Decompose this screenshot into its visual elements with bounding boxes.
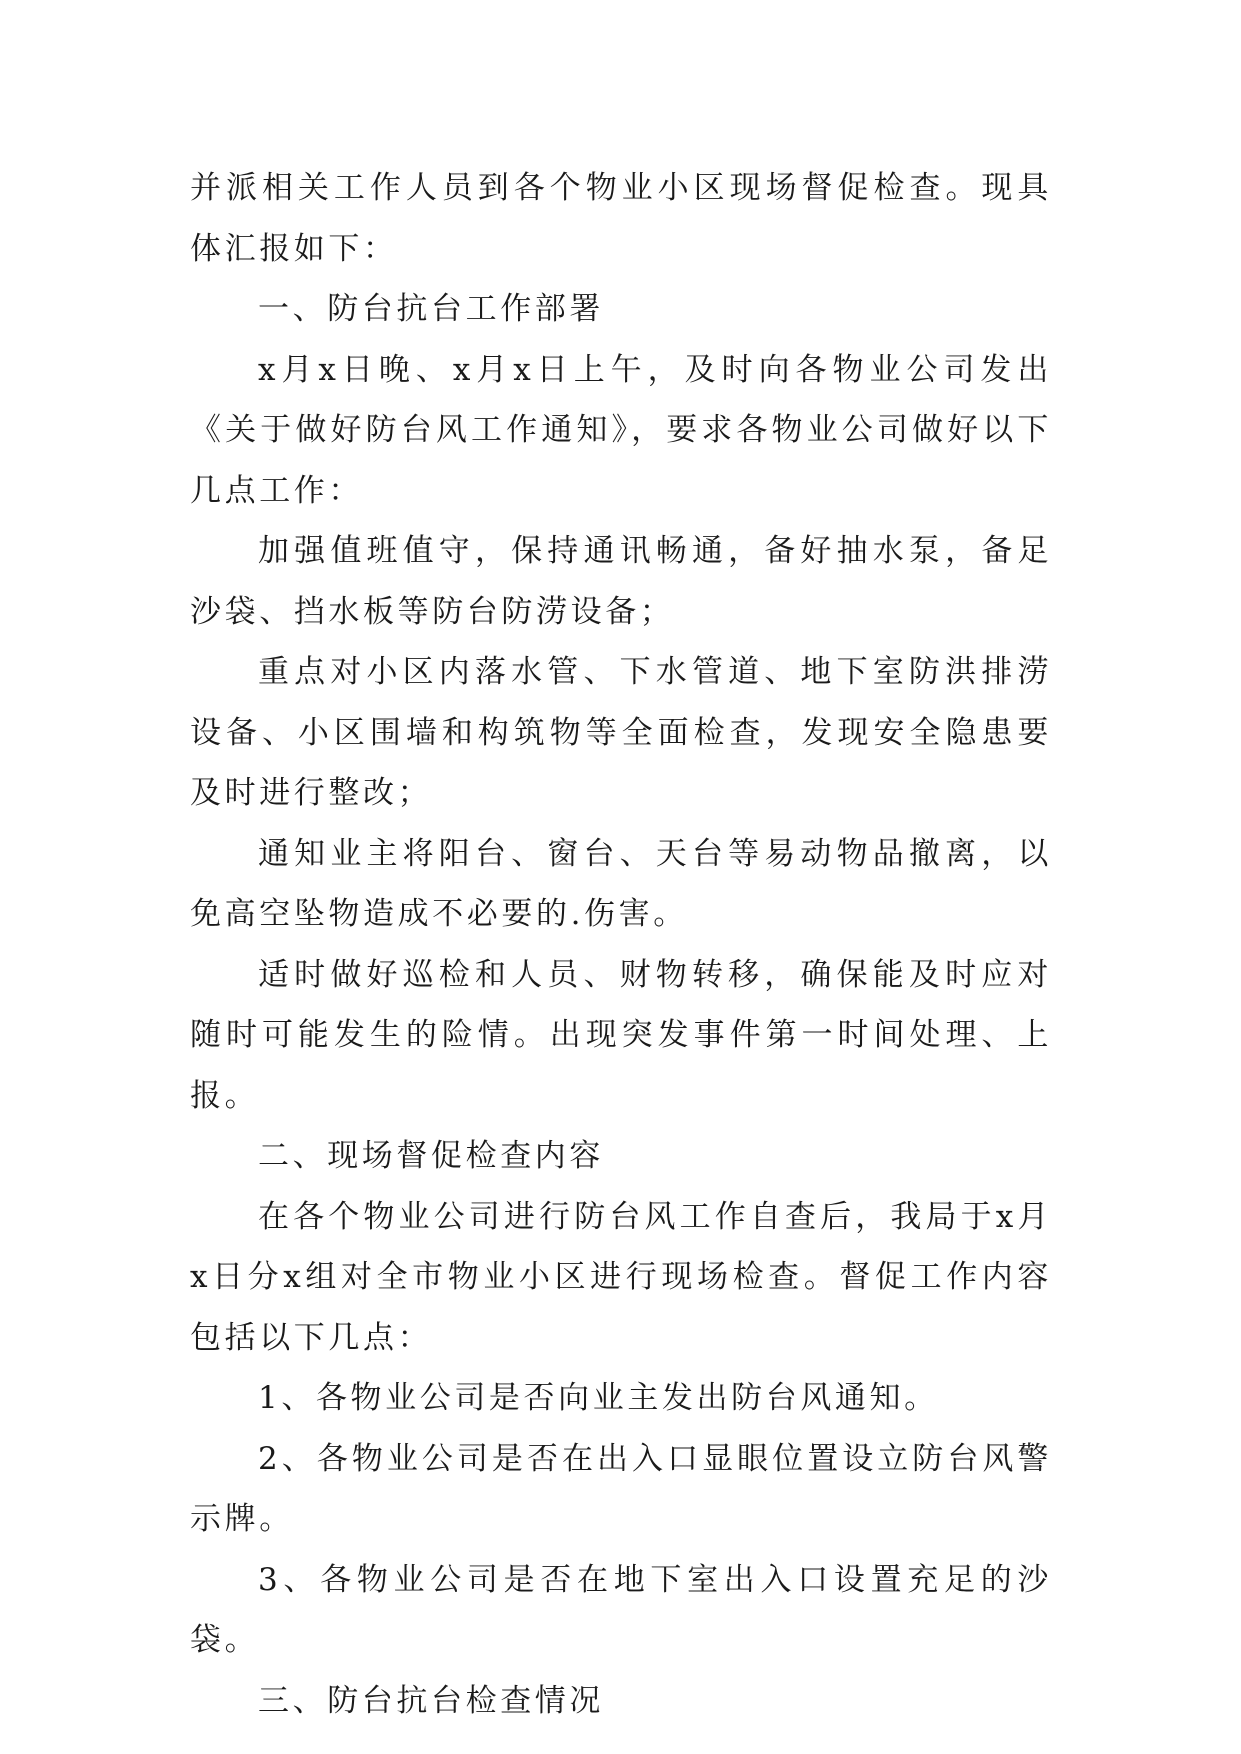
section-heading-3: 三、防台抗台检查情况	[258, 1682, 604, 1719]
paragraph: 适时做好巡检和人员、财物转移，确保能及时应对随时可能发生的险情。出现突发事件第一时间处理、上报。	[190, 956, 1052, 1114]
document-body	[190, 158, 1052, 1731]
paragraph: 加强值班值守，保持通讯畅通，备好抽水泵，备足沙袋、挡水板等防台防涝设备；	[190, 533, 1052, 630]
list-item: 3、各物业公司是否在地下室出入口设置充足的沙袋。	[190, 1561, 1052, 1658]
list-item: 2、各物业公司是否在出入口显眼位置设立防台风警示牌。	[190, 1440, 1052, 1537]
section-heading-1: 一、防台抗台工作部署	[258, 291, 604, 327]
paragraph: 重点对小区内落水管、下水管道、地下室防洪排涝设备、小区围墙和构筑物等全面检查，发现安全隐患要及时进行整改；	[190, 654, 1052, 811]
paragraph: 通知业主将阳台、窗台、天台等易动物品撤离，以免高空坠物造成不必要的.伤害。	[190, 835, 1052, 932]
section-heading-2: 二、现场督促检查内容	[258, 1138, 604, 1174]
paragraph: x月x日晚、x月x日上午，及时向各物业公司发出《关于做好防台风工作通知》，要求各物业公司做好以下几点工作：	[190, 351, 1052, 509]
list-item: 1、各物业公司是否向业主发出防台风通知。	[258, 1380, 939, 1416]
paragraph: 在各个物业公司进行防台风工作自查后，我局于x月x日分x组对全市物业小区进行现场检查。督促工作内容包括以下几点：	[190, 1198, 1052, 1356]
paragraph-continuation: 并派相关工作人员到各个物业小区现场督促检查。现具体汇报如下：	[190, 170, 1052, 267]
